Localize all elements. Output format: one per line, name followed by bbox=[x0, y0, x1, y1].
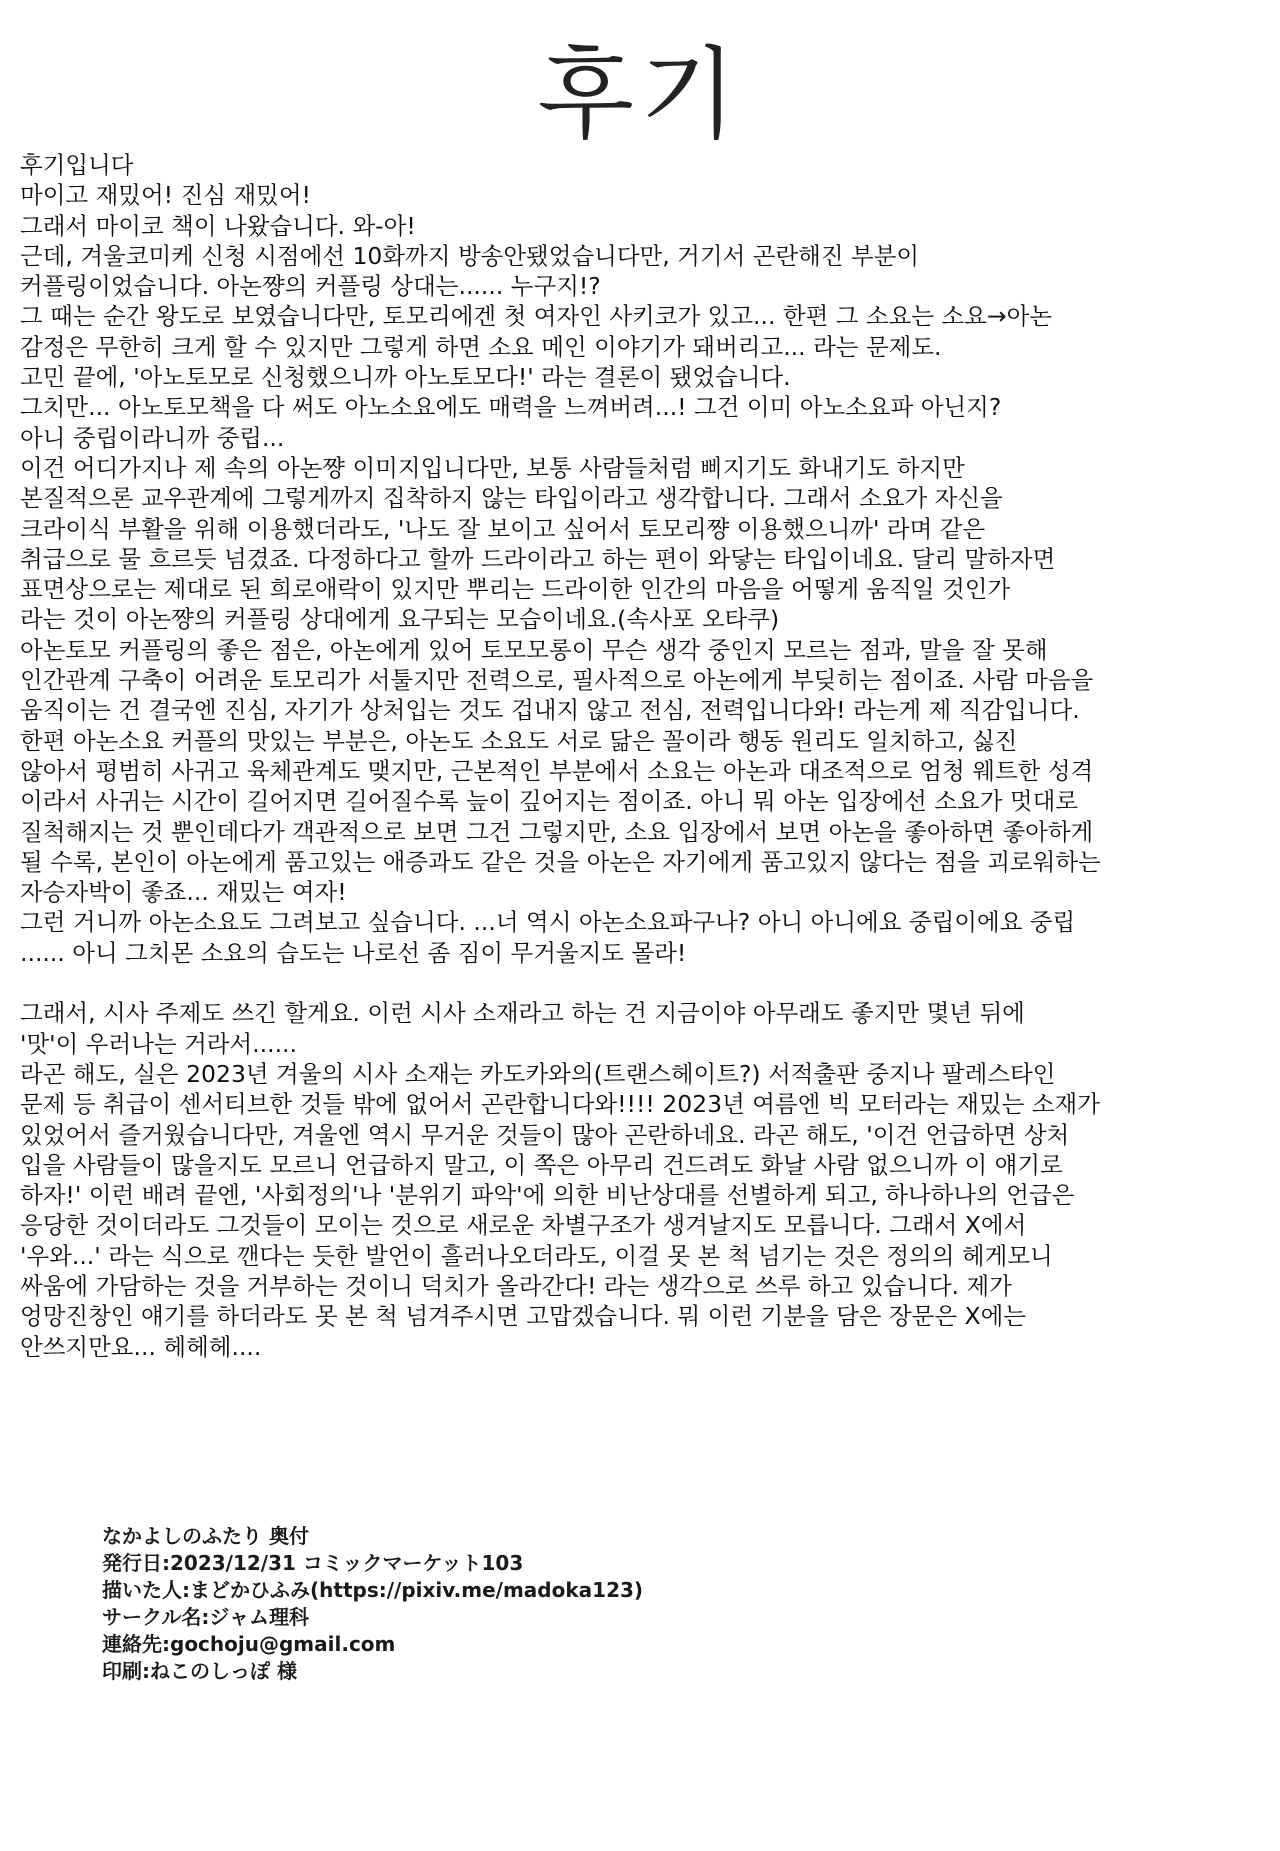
body-line: 응당한 것이더라도 그것들이 모이는 것으로 새로운 차별구조가 생겨날지도 모릅니다. 그래서 X에서 bbox=[20, 1211, 1027, 1240]
body-line: 질척해지는 것 뿐인데다가 객관적으로 보면 그건 그렇지만, 소요 입장에서 보면 아논을 좋아하면 좋아하게 bbox=[20, 817, 1094, 846]
body-line: 그치만... 아노토모책을 다 써도 아노소요에도 매력을 느껴버려...! 그건 이미 아노소요파 아닌지? bbox=[20, 393, 1002, 422]
colophon-book-title bbox=[102, 1523, 802, 1550]
body-line: 아니 중립이라니까 중립... bbox=[20, 423, 285, 452]
printer-label: 印刷: bbox=[102, 1659, 150, 1683]
body-line: 커플링이었습니다. 아논쨩의 커플링 상대는...... 누구지!? bbox=[20, 272, 601, 301]
body-line: 취급으로 물 흐르듯 넘겼죠. 다정하다고 할까 드라이라고 하는 편이 와닿는 타입이네요. 달리 말하자면 bbox=[20, 544, 1056, 573]
body-line: ...... 아니 그치몬 소요의 습도는 나로선 좀 짐이 무거울지도 몰라! bbox=[20, 938, 687, 967]
body-line: 그 때는 순간 왕도로 보였습니다만, 토모리에겐 첫 여자인 사키코가 있고... 한편 그 소요는 소요→아논 bbox=[20, 302, 1053, 331]
book-title: なかよしのふたり 奥付 bbox=[102, 1524, 309, 1548]
body-line: 마이고 재밌어! 진심 재밌어! bbox=[20, 181, 311, 210]
body-line: 있었어서 즐거웠습니다만, 겨울엔 역시 무거운 것들이 많아 곤란하네요. 라곤 해도, '이건 언급하면 상처 bbox=[20, 1120, 1070, 1149]
colophon-artist bbox=[102, 1577, 802, 1604]
body-line: '맛'이 우러나는 거라서...... bbox=[20, 1029, 297, 1058]
body-line: 이라서 사귀는 시간이 길어지면 길어질수록 늪이 깊어지는 점이죠. 아니 뭐 아논 입장에선 소요가 멋대로 bbox=[20, 787, 1079, 816]
body-line: 움직이는 건 결국엔 진심, 자기가 상처입는 것도 겁내지 않고 전심, 전력입니다와! 라는게 제 직감입니다. bbox=[20, 696, 1080, 725]
body-line: 본질적으론 교우관계에 그렇게까지 집착하지 않는 타입이라고 생각합니다. 그래서 소요가 자신을 bbox=[20, 484, 1003, 513]
body-line bbox=[20, 968, 1270, 998]
body-line: 하자!' 이런 배려 끝엔, '사회정의'나 '분위기 파악'에 의한 비난상대를 선별하게 되고, 하나하나의 언급은 bbox=[20, 1181, 1075, 1210]
body-line: 그래서 마이코 책이 나왔습니다. 와-아! bbox=[20, 211, 416, 240]
body-line: 싸움에 가담하는 것을 거부하는 것이니 덕치가 올라간다! 라는 생각으로 쓰루 하고 있습니다. 제가 bbox=[20, 1271, 1012, 1300]
body-line: 한편 아논소요 커플의 맛있는 부분은, 아논도 소요도 서로 닮은 꼴이라 행동 원리도 일치하고, 싫진 bbox=[20, 726, 1018, 755]
colophon-contact bbox=[102, 1631, 802, 1658]
body-line: 근데, 겨울코미케 신청 시점에선 10화까지 방송안됐었습니다만, 거기서 곤란해진 부분이 bbox=[20, 241, 920, 270]
body-line: 자승자박이 좋죠... 재밌는 여자! bbox=[20, 878, 347, 907]
afterword-body bbox=[20, 150, 1270, 1362]
body-line: 입을 사람들이 많을지도 모르니 언급하지 말고, 이 쪽은 아무리 건드려도 화날 사람 없으니까 이 얘기로 bbox=[20, 1150, 1063, 1179]
contact-value: gochoju@gmail.com bbox=[170, 1632, 396, 1656]
body-line: 후기입니다 bbox=[20, 151, 134, 179]
printer-value: ねこのしっぽ 様 bbox=[150, 1659, 297, 1683]
contact-label: 連絡先: bbox=[102, 1632, 170, 1656]
body-line: 그래서, 시사 주제도 쓰긴 할게요. 이런 시사 소재라고 하는 건 지금이야 아무래도 좋지만 몇년 뒤에 bbox=[20, 999, 1025, 1028]
body-line: 감정은 무한히 크게 할 수 있지만 그렇게 하면 소요 메인 이야기가 돼버리고... 라는 문제도. bbox=[20, 332, 942, 361]
circle-label: サークル名: bbox=[102, 1605, 210, 1629]
circle-value: ジャム理科 bbox=[209, 1605, 310, 1629]
body-line: 크라이식 부활을 위해 이용했더라도, '나도 잘 보이고 싶어서 토모리쨩 이용했으니까' 라며 같은 bbox=[20, 514, 986, 543]
body-line: 아논토모 커플링의 좋은 점은, 아논에게 있어 토모모롱이 무슨 생각 중인지 모르는 점과, 말을 잘 못해 bbox=[20, 635, 1048, 664]
colophon-printer bbox=[102, 1658, 802, 1685]
artist-value: まどかひふみ(https://pixiv.me/madoka123) bbox=[190, 1578, 644, 1602]
artist-label: 描いた人: bbox=[102, 1578, 190, 1602]
body-line: 라는 것이 아논쨩의 커플링 상대에게 요구되는 모습이네요.(속사포 오타쿠) bbox=[20, 605, 780, 634]
body-line: 이건 어디가지나 제 속의 아논쨩 이미지입니다만, 보통 사람들처럼 삐지기도 화내기도 하지만 bbox=[20, 453, 965, 482]
body-line: 될 수록, 본인이 아논에게 품고있는 애증과도 같은 것을 아논은 자기에게 품고있지 않다는 점을 괴로워하는 bbox=[20, 847, 1101, 876]
issue-date-label: 発行日: bbox=[102, 1551, 170, 1575]
body-line: 표면상으로는 제대로 된 희로애락이 있지만 뿌리는 드라이한 인간의 마음을 어떻게 움직일 것인가 bbox=[20, 575, 1011, 604]
body-line: 안쓰지만요... 헤헤헤.... bbox=[20, 1332, 262, 1361]
colophon-issue-date bbox=[102, 1550, 802, 1577]
body-line: 문제 등 취급이 센서티브한 것들 밖에 없어서 곤란합니다와!!!! 2023년 여름엔 빅 모터라는 재밌는 소재가 bbox=[20, 1090, 1100, 1119]
body-line: 그런 거니까 아논소요도 그려보고 싶습니다. ...너 역시 아논소요파구나? 아니 아니에요 중립이에요 중립 bbox=[20, 908, 1076, 937]
body-line: 라곤 해도, 실은 2023년 겨울의 시사 소재는 카도카와의(트랜스헤이트?) 서적출판 중지나 팔레스타인 bbox=[20, 1059, 1056, 1088]
body-line: 인간관계 구축이 어려운 토모리가 서툴지만 전력으로, 필사적으로 아논에게 부딪히는 점이죠. 사람 마음을 bbox=[20, 666, 1094, 695]
issue-date-value: 2023/12/31 コミックマーケット103 bbox=[170, 1551, 524, 1575]
colophon-circle bbox=[102, 1604, 802, 1631]
body-line: 않아서 평범히 사귀고 육체관계도 맺지만, 근본적인 부분에서 소요는 아논과 대조적으로 엄청 웨트한 성격 bbox=[20, 756, 1094, 785]
page-title: 후기 bbox=[537, 36, 743, 153]
body-line: 엉망진창인 얘기를 하더라도 못 본 척 넘겨주시면 고맙겠습니다. 뭐 이런 기분을 담은 장문은 X에는 bbox=[20, 1302, 1027, 1331]
colophon bbox=[102, 1523, 802, 1685]
body-line: '우와...' 라는 식으로 깬다는 듯한 발언이 흘러나오더라도, 이걸 못 본 척 넘기는 것은 정의의 헤게모니 bbox=[20, 1241, 1053, 1270]
body-line: 고민 끝에, '아노토모로 신청했으니까 아노토모다!' 라는 결론이 됐었습니다. bbox=[20, 363, 791, 392]
